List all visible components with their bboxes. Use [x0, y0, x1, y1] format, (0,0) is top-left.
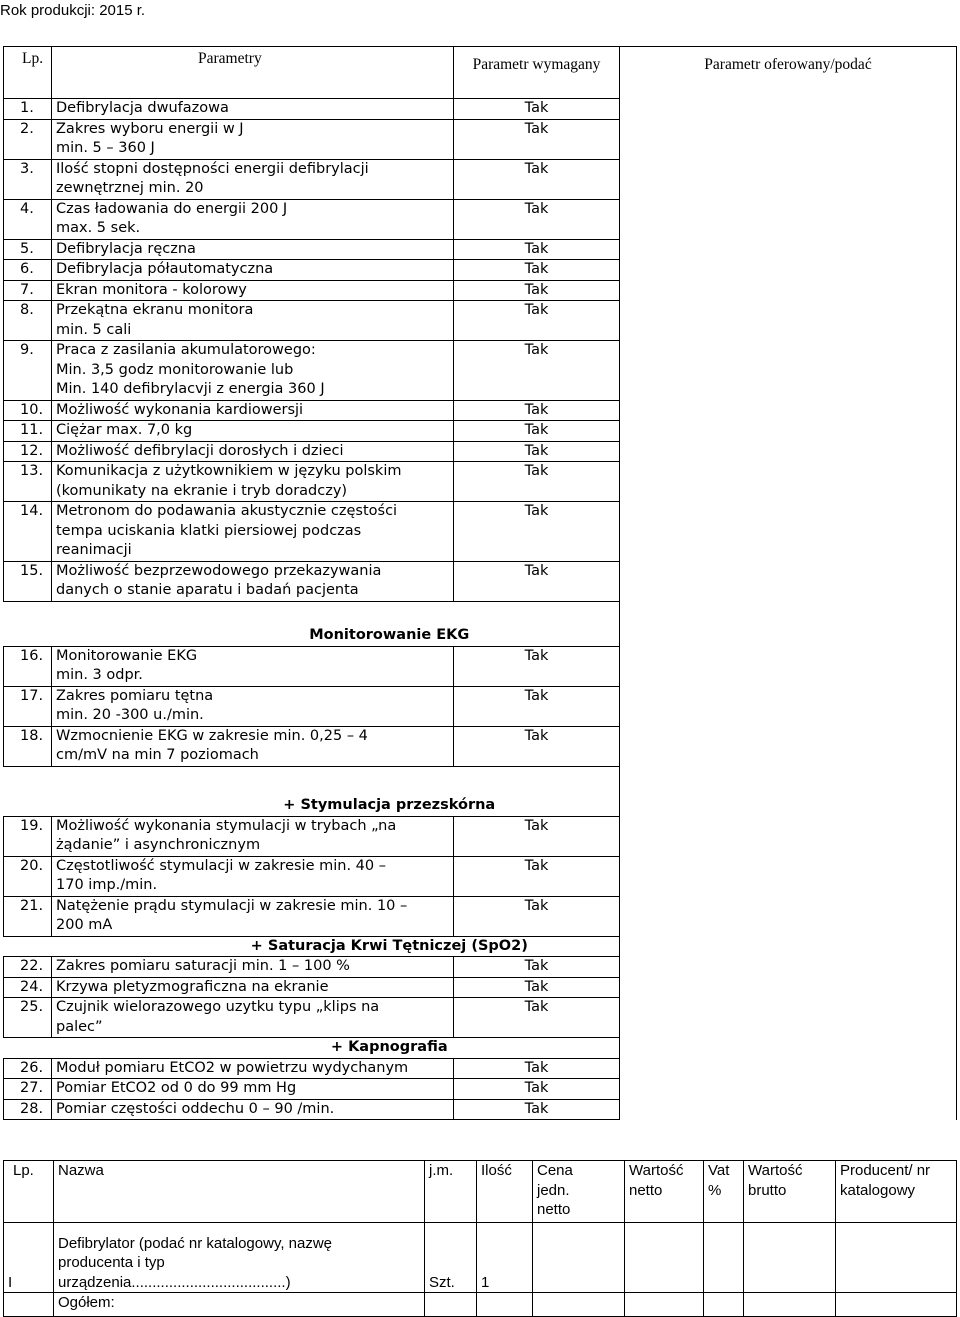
- spec-row-number: 18.: [4, 726, 52, 766]
- section-capnography-title: + Kapnografia: [4, 1038, 620, 1059]
- spec-row-required: Tak: [454, 119, 620, 159]
- spec-row-required: Tak: [454, 239, 620, 260]
- spec-row-number: 7.: [4, 280, 52, 301]
- spec-row-required: Tak: [454, 199, 620, 239]
- spec-row-number: 9.: [4, 341, 52, 401]
- spec-row-required: Tak: [454, 400, 620, 421]
- spec-row-text: Możliwość wykonania stymulacji w trybach „na żądanie” i asynchronicznym: [52, 816, 454, 856]
- spec-row-number: 11.: [4, 421, 52, 442]
- spec-row-number: 19.: [4, 816, 52, 856]
- spec-row-required: Tak: [454, 159, 620, 199]
- spec-row-number: 8.: [4, 301, 52, 341]
- spec-row-text: Komunikacja z użytkownikiem w języku polskim (komunikaty na ekranie i tryb doradczy): [52, 462, 454, 502]
- offer-col-gross-value: Wartość brutto: [744, 1161, 836, 1223]
- spec-row-number: 16.: [4, 646, 52, 686]
- section-spo2-title: + Saturacja Krwi Tętniczej (SpO2): [4, 936, 620, 957]
- spec-row-number: 10.: [4, 400, 52, 421]
- offer-col-qty: Ilość: [477, 1161, 533, 1223]
- spec-row-number: 3.: [4, 159, 52, 199]
- spec-row-required: Tak: [454, 421, 620, 442]
- spec-row-number: 2.: [4, 119, 52, 159]
- spec-row-number: 28.: [4, 1099, 52, 1120]
- spec-row-required: Tak: [454, 896, 620, 936]
- spec-row-required: Tak: [454, 816, 620, 856]
- spec-row-number: 13.: [4, 462, 52, 502]
- spec-header-row: [4, 47, 957, 99]
- spec-row-text: Defibrylacja ręczna: [52, 239, 454, 260]
- offer-item-net-value[interactable]: [625, 1223, 704, 1293]
- spec-row-number: 26.: [4, 1058, 52, 1079]
- section-ekg-title: Monitorowanie EKG: [4, 601, 620, 646]
- spec-row-required: Tak: [454, 301, 620, 341]
- section-stimulation-title: + Stymulacja przezskórna: [4, 766, 620, 816]
- spec-row-required: Tak: [454, 646, 620, 686]
- spec-row-text: Możliwość defibrylacji dorosłych i dzieci: [52, 441, 454, 462]
- spec-row-text: Defibrylacja dwufazowa: [52, 99, 454, 120]
- spec-row-number: 12.: [4, 441, 52, 462]
- spec-row-required: Tak: [454, 462, 620, 502]
- spec-row-text: Zakres pomiaru tętna min. 20 -300 u./min.: [52, 686, 454, 726]
- spec-row-text: Ilość stopni dostępności energii defibrylacji zewnętrznej min. 20: [52, 159, 454, 199]
- spec-row-number: 22.: [4, 957, 52, 978]
- offer-total-row: [4, 1293, 957, 1317]
- spec-row-number: 5.: [4, 239, 52, 260]
- offer-item-qty: 1: [477, 1223, 533, 1293]
- spec-row-text: Krzywa pletyzmograficzna na ekranie: [52, 977, 454, 998]
- spec-row-required: Tak: [454, 1058, 620, 1079]
- offer-col-vat: Vat %: [704, 1161, 744, 1223]
- offer-item-lp: I: [4, 1223, 54, 1293]
- col-params-header: Parametry: [52, 47, 454, 99]
- offer-item-unit-price[interactable]: [533, 1223, 625, 1293]
- spec-row-number: 15.: [4, 561, 52, 601]
- offer-col-lp: Lp.: [4, 1161, 54, 1223]
- spec-row-text: Wzmocnienie EKG w zakresie min. 0,25 – 4 cm/mV na min 7 poziomach: [52, 726, 454, 766]
- production-year: Rok produkcji: 2015 r.: [0, 2, 146, 19]
- spec-row-text: Możliwość bezprzewodowego przekazywania danych o stanie aparatu i badań pacjenta: [52, 561, 454, 601]
- spec-row-number: 21.: [4, 896, 52, 936]
- spec-row-text: Możliwość wykonania kardiowersji: [52, 400, 454, 421]
- spec-row-text: Czujnik wielorazowego uzytku typu „klips na palec”: [52, 998, 454, 1038]
- offer-col-producer: Producent/ nr katalogowy: [836, 1161, 957, 1223]
- spec-row-text: Pomiar EtCO2 od 0 do 99 mm Hg: [52, 1079, 454, 1100]
- spec-row-required: Tak: [454, 998, 620, 1038]
- col-offered-header: Parametr oferowany/podać: [620, 47, 957, 1120]
- spec-row-number: 14.: [4, 502, 52, 562]
- spec-row-required: Tak: [454, 1099, 620, 1120]
- spec-row-text: Ciężar max. 7,0 kg: [52, 421, 454, 442]
- spec-row-text: Zakres pomiaru saturacji min. 1 – 100 %: [52, 957, 454, 978]
- offer-item-producer[interactable]: [836, 1223, 957, 1293]
- spec-row-number: 20.: [4, 856, 52, 896]
- offer-col-unit-price: Cena jedn. netto: [533, 1161, 625, 1223]
- offer-col-name: Nazwa: [54, 1161, 425, 1223]
- offer-total-label: Ogółem:: [54, 1293, 425, 1317]
- spec-row-text: Przekątna ekranu monitora min. 5 cali: [52, 301, 454, 341]
- col-lp-header: Lp.: [4, 47, 52, 99]
- col-required-header: Parametr wymagany: [454, 47, 620, 99]
- spec-row-required: Tak: [454, 957, 620, 978]
- offer-table: [3, 1160, 957, 1317]
- spec-row-required: Tak: [454, 977, 620, 998]
- offer-item-gross-value[interactable]: [744, 1223, 836, 1293]
- spec-row-number: 1.: [4, 99, 52, 120]
- spec-row-text: Czas ładowania do energii 200 J max. 5 sek.: [52, 199, 454, 239]
- spec-row-required: Tak: [454, 856, 620, 896]
- spec-row-required: Tak: [454, 99, 620, 120]
- spec-row-number: 25.: [4, 998, 52, 1038]
- spec-row-text: Częstotliwość stymulacji w zakresie min. 40 – 170 imp./min.: [52, 856, 454, 896]
- spec-row-text: Zakres wyboru energii w J min. 5 – 360 J: [52, 119, 454, 159]
- spec-row-required: Tak: [454, 260, 620, 281]
- spec-row-text: Metronom do podawania akustycznie częstości tempa uciskania klatki piersiowej podczas reanimacji: [52, 502, 454, 562]
- spec-row-number: 24.: [4, 977, 52, 998]
- spec-row-required: Tak: [454, 280, 620, 301]
- spec-row-required: Tak: [454, 502, 620, 562]
- offer-col-net-value: Wartość netto: [625, 1161, 704, 1223]
- spec-row-text: Natężenie prądu stymulacji w zakresie min. 10 – 200 mA: [52, 896, 454, 936]
- spec-row-required: Tak: [454, 341, 620, 401]
- spec-row-text: Defibrylacja półautomatyczna: [52, 260, 454, 281]
- spec-row-required: Tak: [454, 441, 620, 462]
- spec-row-text: Ekran monitora - kolorowy: [52, 280, 454, 301]
- offer-item-unit: Szt.: [425, 1223, 477, 1293]
- spec-row-required: Tak: [454, 686, 620, 726]
- offer-header-row: [4, 1161, 957, 1223]
- spec-row-number: 6.: [4, 260, 52, 281]
- spec-row-required: Tak: [454, 1079, 620, 1100]
- spec-row-text: Moduł pomiaru EtCO2 w powietrzu wydychanym: [52, 1058, 454, 1079]
- offer-item-name: Defibrylator (podać nr katalogowy, nazwę producenta i typ urządzenia.....................................): [54, 1223, 425, 1293]
- offer-col-unit: j.m.: [425, 1161, 477, 1223]
- spec-row-number: 17.: [4, 686, 52, 726]
- spec-row-text: Pomiar częstości oddechu 0 – 90 /min.: [52, 1099, 454, 1120]
- spec-row-text: Praca z zasilania akumulatorowego: Min. 3,5 godz monitorowanie lub Min. 140 defibrylacvji z energia 360 J: [52, 341, 454, 401]
- offer-item-row: [4, 1223, 957, 1293]
- spec-row-required: Tak: [454, 561, 620, 601]
- offer-item-vat[interactable]: [704, 1223, 744, 1293]
- spec-row-number: 4.: [4, 199, 52, 239]
- spec-row-number: 27.: [4, 1079, 52, 1100]
- spec-table: [3, 46, 957, 1120]
- spec-row-required: Tak: [454, 726, 620, 766]
- spec-row-text: Monitorowanie EKG min. 3 odpr.: [52, 646, 454, 686]
